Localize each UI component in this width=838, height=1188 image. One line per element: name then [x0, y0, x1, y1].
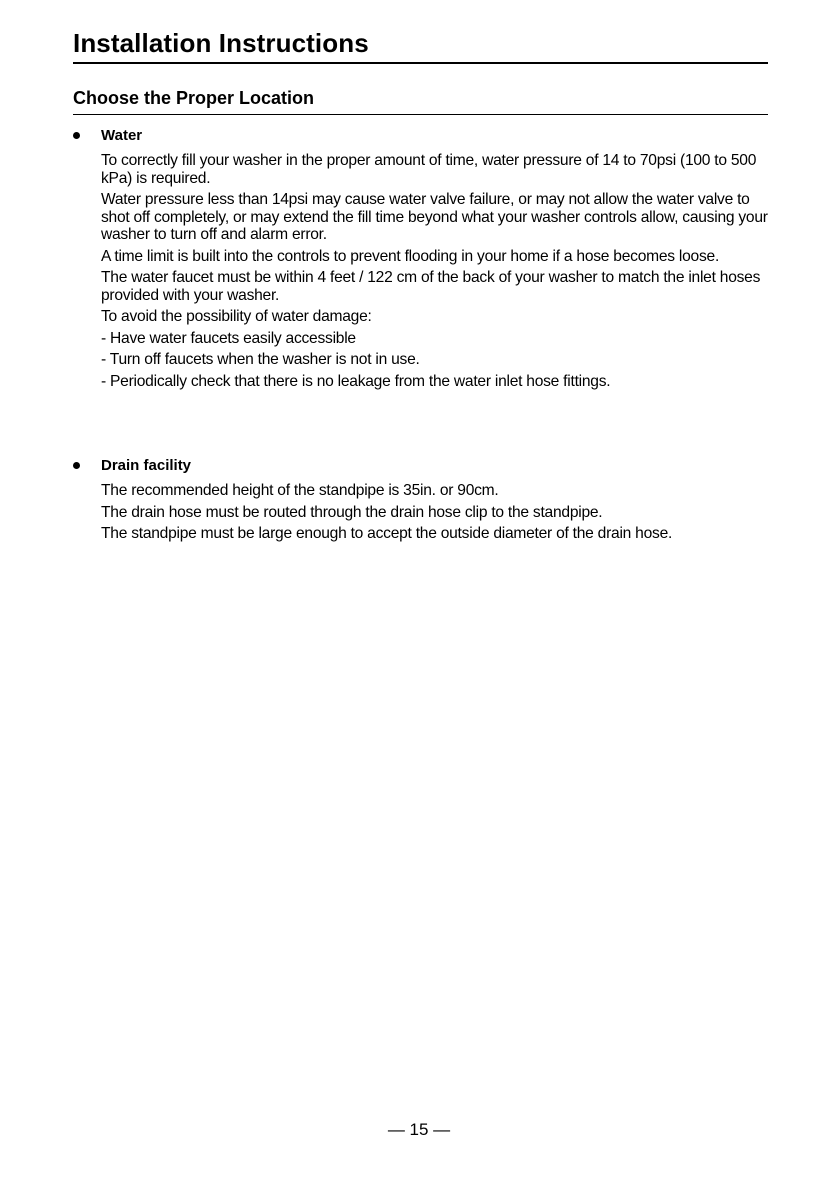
water-paragraph-low-pressure: Water pressure less than 14psi may cause water valve failure, or may not allow the water valve to shot off completely, or may extend the fill time beyond what your washer controls allow, causing your washer to turn off and alarm error. [101, 191, 768, 243]
drain-heading-row [73, 456, 768, 476]
water-paragraph-time-limit: A time limit is built into the controls to prevent flooding in your home if a hose becomes loose. [101, 247, 720, 265]
water-paragraph-damage-intro: To avoid the possibility of water damage: [101, 308, 372, 325]
water-heading: Water [101, 127, 143, 144]
bullet-icon [73, 462, 80, 469]
water-list-item: - Turn off faucets when the washer is not in use. [101, 351, 420, 368]
water-paragraph-pressure: To correctly fill your washer in the proper amount of time, water pressure of 14 to 70psi (100 to 500 kPa) is required. [101, 152, 757, 187]
bullet-icon [73, 132, 80, 139]
water-heading-row [73, 126, 768, 146]
drain-paragraph-routing: The drain hose must be routed through the drain hose clip to the standpipe. [101, 503, 603, 521]
water-paragraph-faucet-distance: The water faucet must be within 4 feet / 122 cm of the back of your washer to match the inlet hoses provided with your washer. [101, 269, 761, 304]
water-list-item: - Periodically check that there is no leakage from the water inlet hose fittings. [101, 372, 611, 390]
page-number: — 15 — [387, 1120, 451, 1139]
drain-section [73, 456, 768, 547]
water-section [73, 126, 768, 394]
section-title: Choose the Proper Location [73, 88, 315, 108]
water-list-item: - Have water faucets easily accessible [101, 329, 356, 347]
drain-heading: Drain facility [101, 457, 192, 474]
page-title: Installation Instructions [73, 28, 369, 58]
drain-paragraph-height: The recommended height of the standpipe is 35in. or 90cm. [101, 482, 499, 499]
section-divider [73, 114, 768, 115]
drain-paragraph-diameter: The standpipe must be large enough to accept the outside diameter of the drain hose. [101, 525, 673, 542]
title-divider [73, 62, 768, 64]
